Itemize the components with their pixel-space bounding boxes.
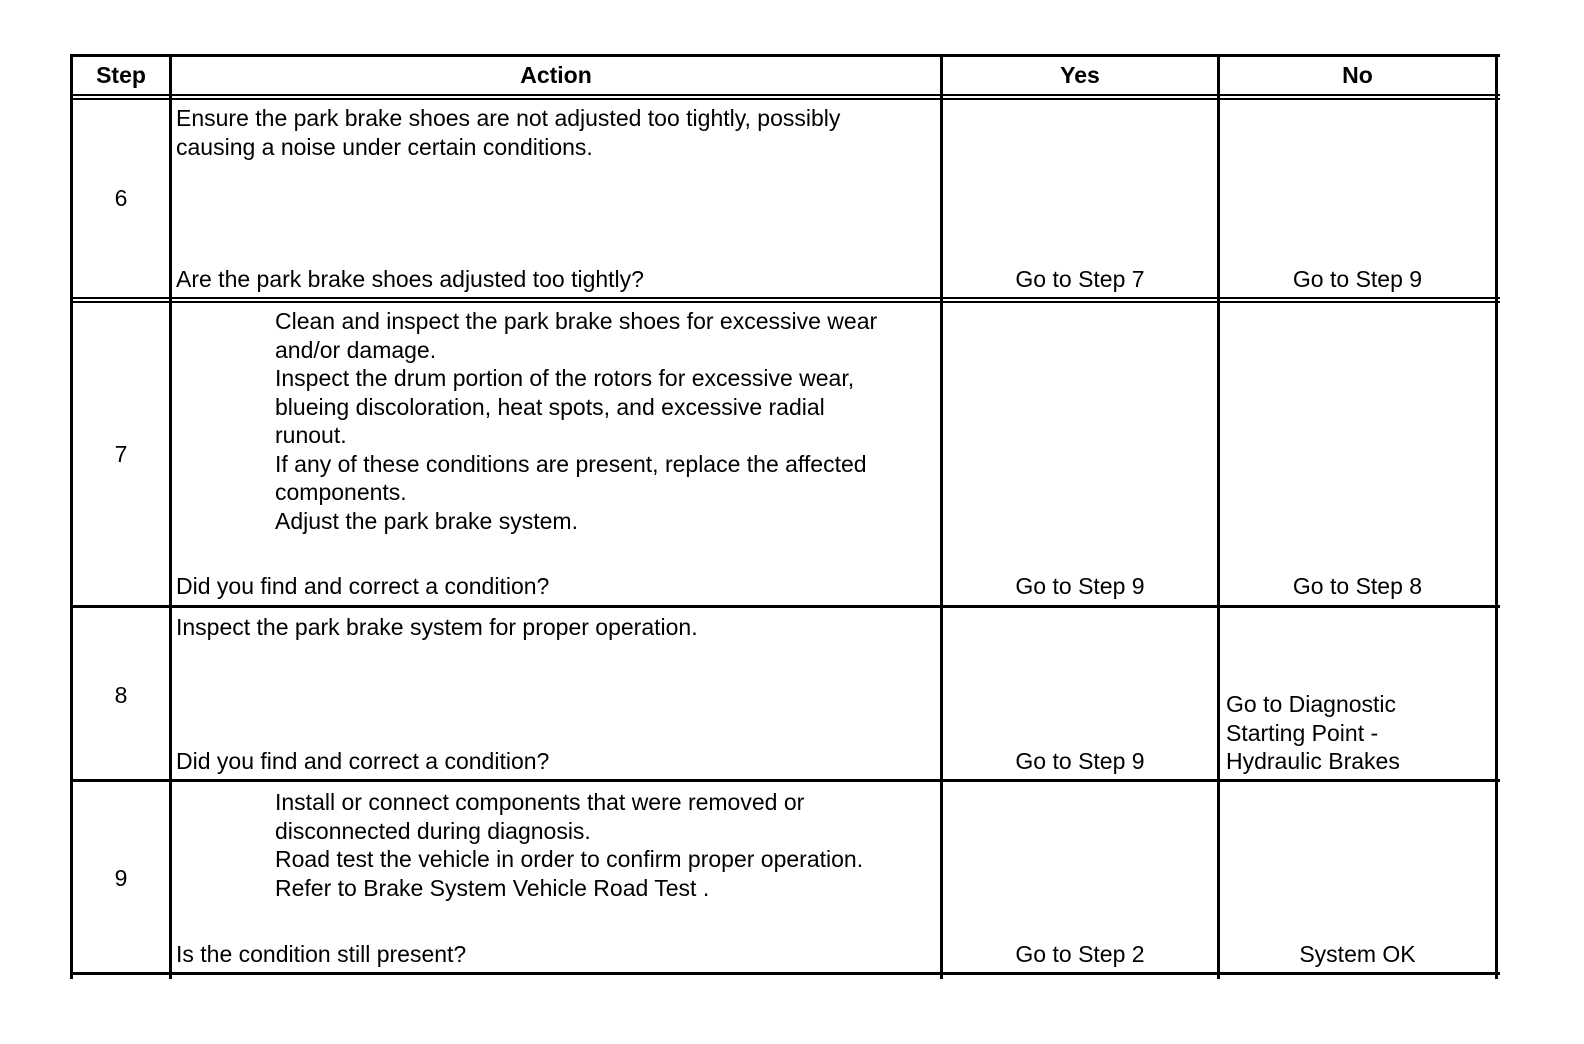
column-divider: [169, 54, 172, 979]
diagnostic-table: [70, 54, 1500, 979]
action-question: Did you find and correct a condition?: [176, 573, 550, 599]
action-line: Adjust the park brake system.: [275, 507, 578, 534]
no-outcome: Go to Step 9: [1292, 266, 1423, 292]
step-number: 7: [114, 441, 128, 467]
action-question: Are the park brake shoes adjusted too tightly?: [176, 266, 644, 292]
action-text: [176, 613, 698, 642]
yes-outcome: Go to Step 9: [1015, 573, 1145, 599]
no-outcome: System OK: [1299, 941, 1416, 967]
row-divider: [70, 297, 1500, 303]
header-no: No: [1342, 62, 1373, 88]
action-line: Road test the vehicle in order to confirm proper operation.: [275, 846, 864, 872]
action-line: If any of these conditions are present, replace the affected: [275, 450, 867, 477]
action-line: Ensure the park brake shoes are not adjusted too tightly, possibly: [176, 105, 841, 131]
no-outcome-line: Go to Diagnostic: [1226, 691, 1397, 717]
action-line: and/or damage.: [275, 336, 437, 363]
yes-outcome: Go to Step 9: [1015, 748, 1145, 774]
yes-outcome: Go to Step 2: [1015, 941, 1145, 967]
column-divider: [1217, 54, 1220, 979]
header-step: Step: [96, 62, 146, 88]
header-action: Action: [520, 62, 592, 88]
action-line: causing a noise under certain conditions.: [176, 133, 593, 160]
row-divider: [70, 779, 1500, 782]
action-line: Inspect the park brake system for proper operation.: [176, 614, 698, 640]
no-outcome: Go to Step 8: [1292, 573, 1423, 599]
step-number: 8: [114, 682, 128, 708]
action-line: disconnected during diagnosis.: [275, 817, 591, 844]
column-divider: [1495, 54, 1498, 979]
action-text: [275, 307, 877, 535]
action-line: blueing discoloration, heat spots, and excessive radial: [275, 393, 825, 420]
header-yes: Yes: [1060, 62, 1100, 88]
action-text: [176, 104, 840, 161]
table-border-bottom: [70, 972, 1500, 975]
step-number: 6: [114, 185, 128, 211]
action-question: Did you find and correct a condition?: [176, 748, 550, 774]
row-divider: [70, 605, 1500, 608]
column-divider: [940, 54, 943, 979]
action-line: components.: [275, 479, 407, 505]
action-question: Is the condition still present?: [176, 941, 467, 967]
no-outcome: [1226, 690, 1400, 776]
action-line: runout.: [275, 422, 347, 448]
action-line: Clean and inspect the park brake shoes for excessive wear: [275, 308, 878, 334]
action-text: [275, 788, 863, 902]
action-line: Inspect the drum portion of the rotors for excessive wear,: [275, 365, 855, 391]
table-border-top: [70, 54, 1500, 57]
action-line: Install or connect components that were removed or: [275, 789, 805, 815]
action-line: Refer to Brake System Vehicle Road Test .: [275, 874, 710, 901]
header-divider: [70, 94, 1500, 100]
no-outcome-line: Starting Point -: [1226, 719, 1379, 746]
yes-outcome: Go to Step 7: [1015, 266, 1145, 292]
no-outcome-line: Hydraulic Brakes: [1226, 748, 1400, 774]
step-number: 9: [114, 865, 128, 891]
